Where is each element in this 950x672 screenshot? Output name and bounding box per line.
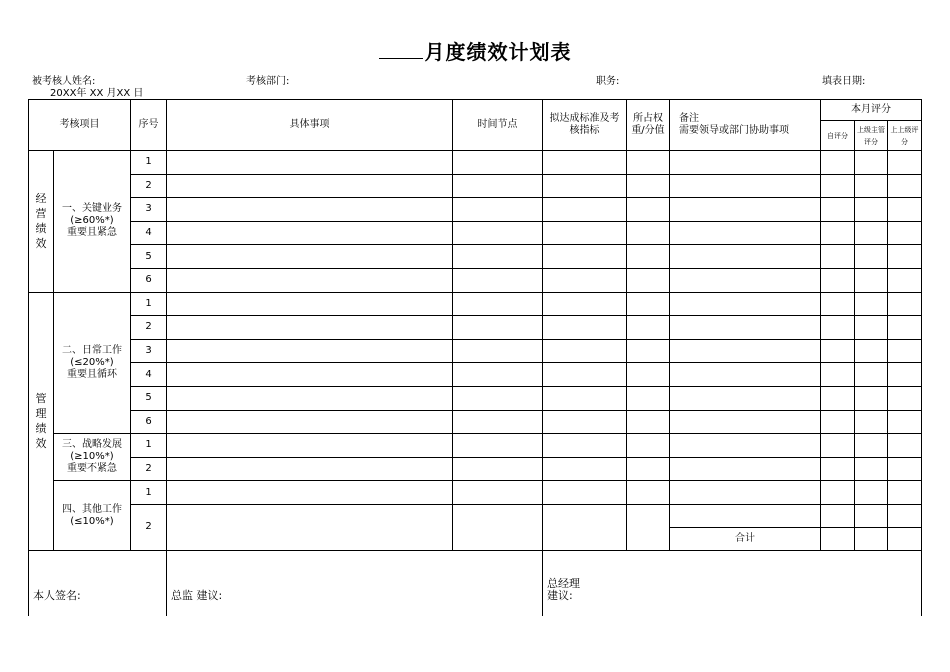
cell-task[interactable] <box>167 198 453 222</box>
cell-sup-score[interactable] <box>855 316 888 340</box>
category-management-text: 管 理 绩 效 <box>35 392 47 451</box>
section-strategy-line2: (≥10%*) <box>70 451 114 463</box>
section-strategy <box>54 434 131 481</box>
cell-time[interactable] <box>453 481 543 505</box>
cell-sup-score[interactable] <box>855 268 888 292</box>
cell-task[interactable] <box>167 339 453 363</box>
cell-sup-score[interactable] <box>855 363 888 387</box>
cell-remark[interactable] <box>670 316 821 340</box>
cell-standard[interactable] <box>543 481 627 505</box>
cell-self-score[interactable] <box>821 410 855 434</box>
cell-self-score[interactable] <box>821 221 855 245</box>
cell-standard[interactable] <box>543 198 627 222</box>
name-label: 被考核人姓名: <box>32 76 96 87</box>
cell-time[interactable] <box>453 339 543 363</box>
cell-weight[interactable] <box>627 292 670 316</box>
cell-task[interactable] <box>167 363 453 387</box>
cell-self-score[interactable] <box>821 481 855 505</box>
cell-task[interactable] <box>167 410 453 434</box>
cell-task[interactable] <box>167 481 453 505</box>
cell-remark[interactable] <box>670 481 821 505</box>
cell-sup2-score[interactable] <box>888 151 922 175</box>
cell-standard[interactable] <box>543 268 627 292</box>
cell-remark[interactable] <box>670 268 821 292</box>
gm-suggestion-label: 建议: <box>547 589 573 603</box>
cell-sup2-score[interactable] <box>888 363 922 387</box>
row-number: 2 <box>131 316 167 340</box>
cell-task[interactable] <box>167 386 453 410</box>
cell-self-score[interactable] <box>821 504 855 527</box>
col-weight: 所占权重/分值 <box>627 100 670 151</box>
cell-remark[interactable] <box>670 221 821 245</box>
col-time: 时间节点 <box>453 100 543 151</box>
cell-sup2-score[interactable] <box>888 457 922 481</box>
cell-remark[interactable] <box>670 457 821 481</box>
cell-task[interactable] <box>167 292 453 316</box>
cell-standard[interactable] <box>543 434 627 458</box>
cell-self-score[interactable] <box>821 386 855 410</box>
cell-sup2-score[interactable] <box>888 316 922 340</box>
cell-weight[interactable] <box>627 316 670 340</box>
cell-task[interactable] <box>167 245 453 269</box>
cell-remark[interactable] <box>670 363 821 387</box>
cell-time[interactable] <box>453 363 543 387</box>
cell-weight[interactable] <box>627 457 670 481</box>
row-number: 6 <box>131 410 167 434</box>
cell-standard[interactable] <box>543 410 627 434</box>
cell-standard[interactable] <box>543 339 627 363</box>
cell-sup-score[interactable] <box>855 245 888 269</box>
cell-time[interactable] <box>453 434 543 458</box>
cell-weight[interactable] <box>627 410 670 434</box>
cell-time[interactable] <box>453 410 543 434</box>
cell-sup2-score[interactable] <box>888 245 922 269</box>
cell-weight[interactable] <box>627 386 670 410</box>
cell-time[interactable] <box>453 174 543 198</box>
cell-self-score[interactable] <box>821 339 855 363</box>
cell-remark[interactable] <box>670 410 821 434</box>
cell-sup-score[interactable] <box>855 434 888 458</box>
cell-remark[interactable] <box>670 151 821 175</box>
row-number: 4 <box>131 363 167 387</box>
cell-standard[interactable] <box>543 151 627 175</box>
category-business-text: 经 营 绩 效 <box>35 192 47 251</box>
section-daily-line2: (≤20%*) <box>70 356 114 368</box>
cell-self-score[interactable] <box>821 457 855 481</box>
cell-remark[interactable] <box>670 386 821 410</box>
cell-sup-score[interactable] <box>855 410 888 434</box>
row-number: 2 <box>131 504 167 550</box>
cell-self-score[interactable] <box>821 434 855 458</box>
cell-standard[interactable] <box>543 504 627 550</box>
cell-self-score[interactable] <box>821 363 855 387</box>
cell-sup-score[interactable] <box>855 292 888 316</box>
row-number: 1 <box>131 434 167 458</box>
cell-sup-score[interactable] <box>855 198 888 222</box>
cell-sup2-score[interactable] <box>888 481 922 505</box>
category-management <box>29 292 54 550</box>
cell-weight[interactable] <box>627 339 670 363</box>
cell-standard[interactable] <box>543 245 627 269</box>
cell-standard[interactable] <box>543 316 627 340</box>
cell-time[interactable] <box>453 457 543 481</box>
date-value: 20XX年 XX 月XX 日 <box>50 88 144 99</box>
cell-sup-score[interactable] <box>855 386 888 410</box>
col-remark-line2: 需要领导或部门协助事项 <box>679 125 789 136</box>
cell-standard[interactable] <box>543 292 627 316</box>
cell-weight[interactable] <box>627 363 670 387</box>
cell-weight[interactable] <box>627 245 670 269</box>
cell-task[interactable] <box>167 268 453 292</box>
section-key <box>54 151 131 293</box>
cell-task[interactable] <box>167 504 453 550</box>
section-strategy-line1: 三、战略发展 <box>62 439 122 451</box>
position-label: 职务: <box>596 76 620 87</box>
cell-sup-score[interactable] <box>855 457 888 481</box>
category-business <box>29 151 54 293</box>
cell-sup-score[interactable] <box>855 481 888 505</box>
cell-sup2-score[interactable] <box>888 174 922 198</box>
cell-sup-score[interactable] <box>855 174 888 198</box>
cell-task[interactable] <box>167 434 453 458</box>
row-number: 2 <box>131 174 167 198</box>
row-number: 4 <box>131 221 167 245</box>
cell-remark[interactable] <box>670 292 821 316</box>
cell-remark[interactable] <box>670 434 821 458</box>
cell-weight[interactable] <box>627 504 670 550</box>
title-blank <box>379 42 423 59</box>
col-remark <box>670 100 821 151</box>
row-number: 3 <box>131 339 167 363</box>
section-other-line1: 四、其他工作 <box>62 503 122 515</box>
dept-label: 考核部门: <box>246 76 290 87</box>
cell-sup2-score[interactable] <box>888 410 922 434</box>
cell-task[interactable] <box>167 221 453 245</box>
col-seq: 序号 <box>131 100 167 151</box>
section-other <box>54 481 131 551</box>
cell-task[interactable] <box>167 457 453 481</box>
row-number: 2 <box>131 457 167 481</box>
section-key-line3: 重要且紧急 <box>67 227 117 239</box>
cell-standard[interactable] <box>543 174 627 198</box>
cell-standard[interactable] <box>543 386 627 410</box>
cell-sup-score[interactable] <box>855 151 888 175</box>
cell-sup2-score[interactable] <box>888 434 922 458</box>
col-standard: 拟达成标准及考核指标 <box>543 100 627 151</box>
cell-time[interactable] <box>453 245 543 269</box>
row-number: 1 <box>131 292 167 316</box>
cell-sup2-score[interactable] <box>888 198 922 222</box>
cell-time[interactable] <box>453 292 543 316</box>
cell-remark[interactable] <box>670 504 821 527</box>
performance-table <box>28 99 922 616</box>
section-key-line2: (≥60%*) <box>70 215 114 227</box>
cell-remark[interactable] <box>670 245 821 269</box>
self-signature[interactable]: 本人签名: <box>29 550 167 616</box>
gm-suggestion[interactable] <box>543 550 922 616</box>
col-self-score: 自评分 <box>821 121 855 151</box>
row-number: 5 <box>131 245 167 269</box>
cell-task[interactable] <box>167 316 453 340</box>
cell-weight[interactable] <box>627 174 670 198</box>
row-number: 3 <box>131 198 167 222</box>
cell-sup2-score[interactable] <box>888 527 922 550</box>
cell-sup2-score[interactable] <box>888 292 922 316</box>
page-title: 月度绩效计划表 <box>0 36 950 65</box>
col-item: 考核项目 <box>29 100 131 151</box>
cell-remark[interactable] <box>670 174 821 198</box>
cell-time[interactable] <box>453 198 543 222</box>
cell-time[interactable] <box>453 386 543 410</box>
cell-time[interactable] <box>453 316 543 340</box>
cell-self-score[interactable] <box>821 174 855 198</box>
cell-remark[interactable] <box>670 198 821 222</box>
cell-sup-score[interactable] <box>855 527 888 550</box>
cell-time[interactable] <box>453 151 543 175</box>
cell-self-score[interactable] <box>821 198 855 222</box>
cell-sup-score[interactable] <box>855 504 888 527</box>
cell-sup2-score[interactable] <box>888 221 922 245</box>
col-score-group: 本月评分 <box>821 100 922 121</box>
cell-sup2-score[interactable] <box>888 504 922 527</box>
col-remark-line1: 备注 <box>679 113 699 124</box>
cell-self-score[interactable] <box>821 151 855 175</box>
fill-date-label: 填表日期: <box>822 76 866 87</box>
cell-self-score[interactable] <box>821 292 855 316</box>
col-sup-score: 上级主管评分 <box>855 121 888 151</box>
cell-weight[interactable] <box>627 481 670 505</box>
row-number: 6 <box>131 268 167 292</box>
section-daily-line1: 二、日常工作 <box>62 344 122 356</box>
cell-remark[interactable] <box>670 339 821 363</box>
director-suggestion[interactable]: 总监 建议: <box>167 550 543 616</box>
cell-weight[interactable] <box>627 268 670 292</box>
cell-task[interactable] <box>167 174 453 198</box>
section-other-line2: (≤10%*) <box>70 515 114 527</box>
cell-sup2-score[interactable] <box>888 339 922 363</box>
cell-self-score[interactable] <box>821 268 855 292</box>
cell-sup2-score[interactable] <box>888 268 922 292</box>
cell-standard[interactable] <box>543 457 627 481</box>
cell-self-score[interactable] <box>821 245 855 269</box>
cell-self-score[interactable] <box>821 527 855 550</box>
cell-weight[interactable] <box>627 151 670 175</box>
cell-time[interactable] <box>453 504 543 550</box>
total-label: 合计 <box>670 527 821 550</box>
section-daily <box>54 292 131 434</box>
cell-weight[interactable] <box>627 221 670 245</box>
cell-task[interactable] <box>167 151 453 175</box>
cell-standard[interactable] <box>543 363 627 387</box>
cell-weight[interactable] <box>627 434 670 458</box>
row-number: 5 <box>131 386 167 410</box>
cell-time[interactable] <box>453 221 543 245</box>
section-daily-line3: 重要且循环 <box>67 368 117 380</box>
cell-sup2-score[interactable] <box>888 386 922 410</box>
cell-time[interactable] <box>453 268 543 292</box>
col-task: 具体事项 <box>167 100 453 151</box>
col-sup2-score: 上上级评分 <box>888 121 922 151</box>
cell-weight[interactable] <box>627 198 670 222</box>
cell-sup-score[interactable] <box>855 221 888 245</box>
gm-label: 总经理 <box>547 577 580 591</box>
section-strategy-line3: 重要不紧急 <box>67 463 117 475</box>
section-key-line1: 一、关键业务 <box>62 203 122 215</box>
cell-sup-score[interactable] <box>855 339 888 363</box>
cell-standard[interactable] <box>543 221 627 245</box>
cell-self-score[interactable] <box>821 316 855 340</box>
row-number: 1 <box>131 151 167 175</box>
row-number: 1 <box>131 481 167 505</box>
